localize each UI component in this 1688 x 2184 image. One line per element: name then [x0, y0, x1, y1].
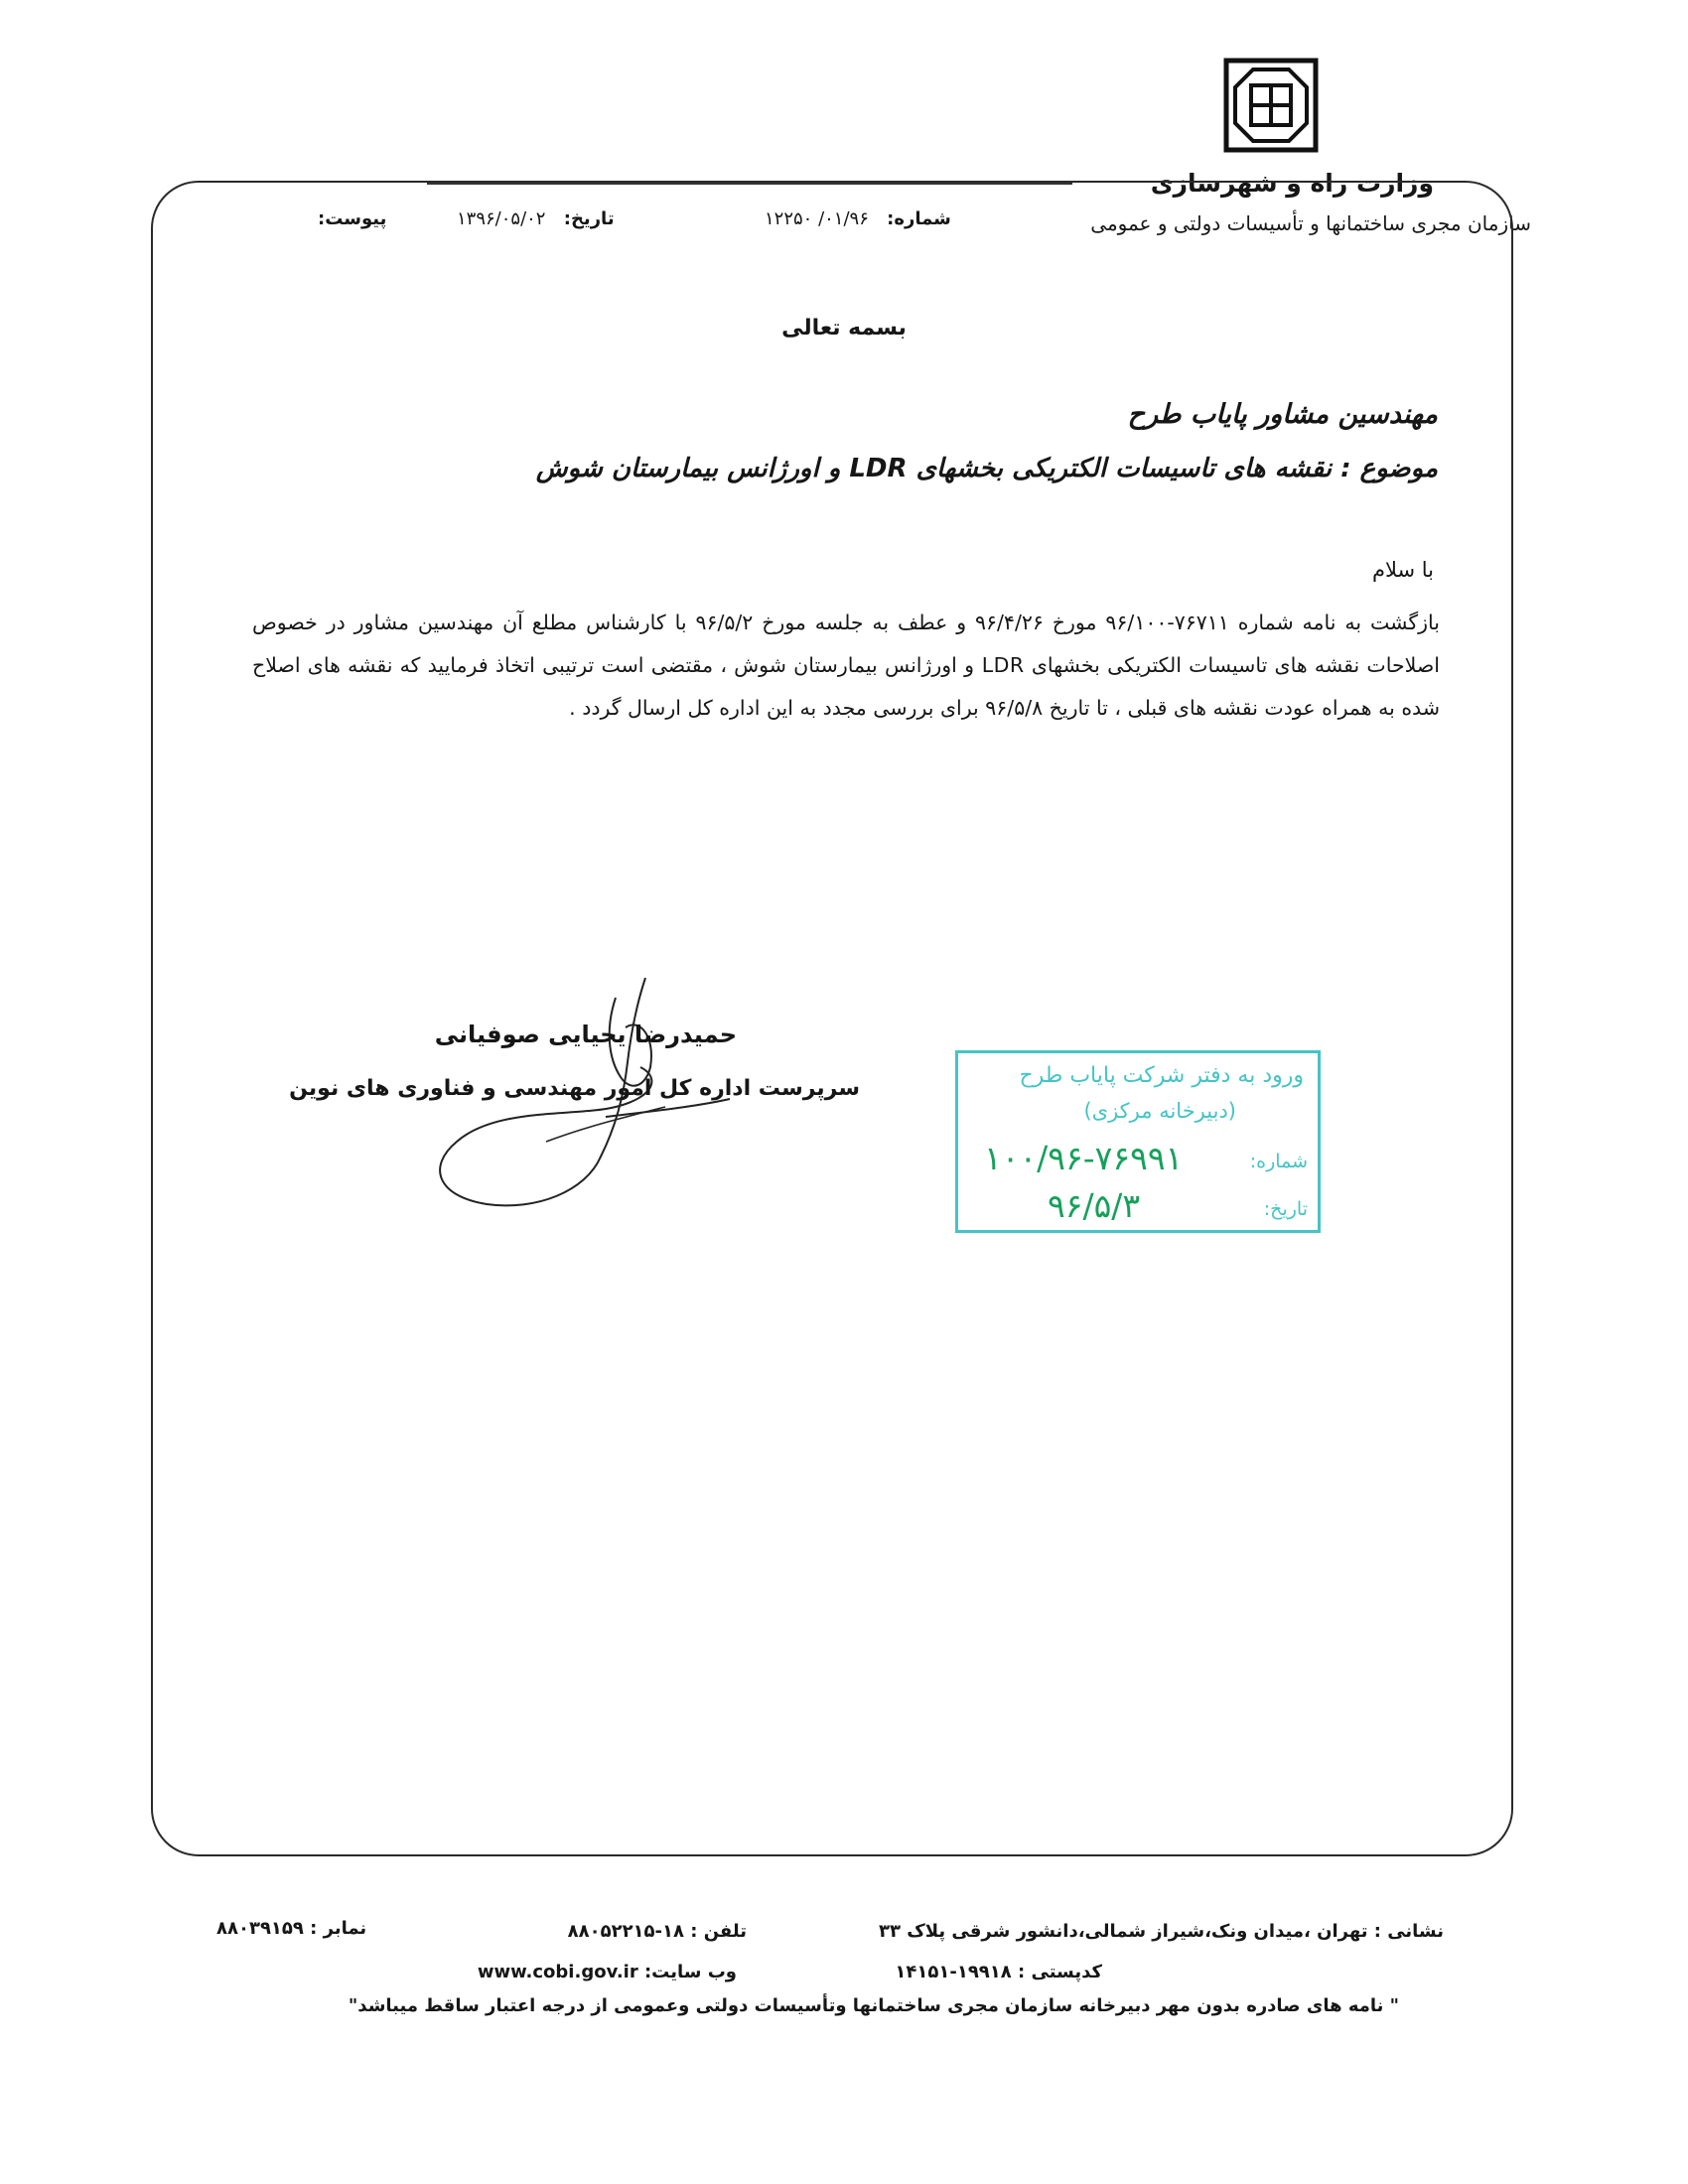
handwritten-signature: [417, 968, 735, 1256]
letter-date-value: ۱۳۹۶/۰۵/۰۲: [457, 208, 546, 229]
footer-fax: نمابر : ۸۸۰۳۹۱۵۹: [216, 1918, 367, 1939]
footer-phone: تلفن : ۱۸-۸۸۰۵۲۲۱۵: [567, 1921, 747, 1942]
stamp-number-value: ۱۰۰/۹۶-۷۶۹۹۱: [984, 1139, 1184, 1177]
stamp-date-label: تاریخ:: [1263, 1198, 1308, 1220]
stamp-line1: ورود به دفتر شرکت پایاب طرح: [1019, 1063, 1304, 1088]
letter-number-label: شماره:: [887, 208, 951, 229]
signer-name: حمیدرضا یحیایی صوفیانی: [434, 1021, 737, 1048]
footer-postal-code: کدپستی : ۱۹۹۱۸-۱۴۱۵۱: [895, 1962, 1102, 1982]
stamp-number-label: شماره:: [1249, 1151, 1308, 1172]
signer-title: سرپرست اداره کل امور مهندسی و فناوری های نوین: [289, 1076, 860, 1101]
letter-number-value: ۰۱/۹۶/ ۱۲۲۵۰: [765, 208, 869, 229]
bismillah: بسمه تعالی: [781, 316, 907, 341]
footer-website: وب سایت: www.cobi.gov.ir: [477, 1962, 737, 1982]
ministry-name: وزارت راه و شهرسازی: [1150, 169, 1434, 198]
attachment-label: پیوست:: [318, 208, 387, 229]
letter-body: بازگشت به نامه شماره ۷۶۷۱۱-۹۶/۱۰۰ مورخ ۹۶/۴/۲۶ و عطف به جلسه مورخ ۹۶/۵/۲ با کارشناس مطلع آن مهندسین مشاور در خصوص اصلاحات نقشه های تاسیسات الکتریکی بخشهای LDR و اورژانس بیمارستان شوش ، مقتضی است ترتیبی اتخاذ فرمایید که نقشه های اصلاح شده به همراه عودت نقشه های قبلی ، تا تاریخ ۹۶/۵/۸ برای بررسی مجدد به این اداره کل ارسال گردد .: [252, 611, 1440, 720]
letter-date-label: تاریخ:: [563, 208, 615, 229]
ministry-logo: [1223, 58, 1319, 153]
recipient: مهندسین مشاور پایاب طرح: [1127, 399, 1438, 430]
footer-validity-note: " نامه های صادره بدون مهر دبیرخانه سازمان مجری ساختمانها وتأسیسات دولتی وعمومی از درجه اعتبار ساقط میباشد": [348, 1995, 1400, 2016]
subject-line: موضوع : نقشه های تاسیسات الکتریکی بخشهای LDR و اورژانس بیمارستان شوش: [535, 454, 1438, 483]
organization-name: سازمان مجری ساختمانها و تأسیسات دولتی و عمومی: [1090, 211, 1531, 235]
stamp-date-value: ۹۶/۵/۳: [1048, 1186, 1141, 1225]
receipt-stamp: [955, 1050, 1321, 1233]
greeting: با سلام: [1371, 558, 1434, 582]
footer-address: نشانی : تهران ،میدان ونک،شیراز شمالی،دانشور شرقی پلاک ۳۳: [879, 1921, 1444, 1942]
letter-frame: [151, 181, 1513, 1856]
stamp-line2: (دبیرخانه مرکزی): [1083, 1099, 1236, 1123]
